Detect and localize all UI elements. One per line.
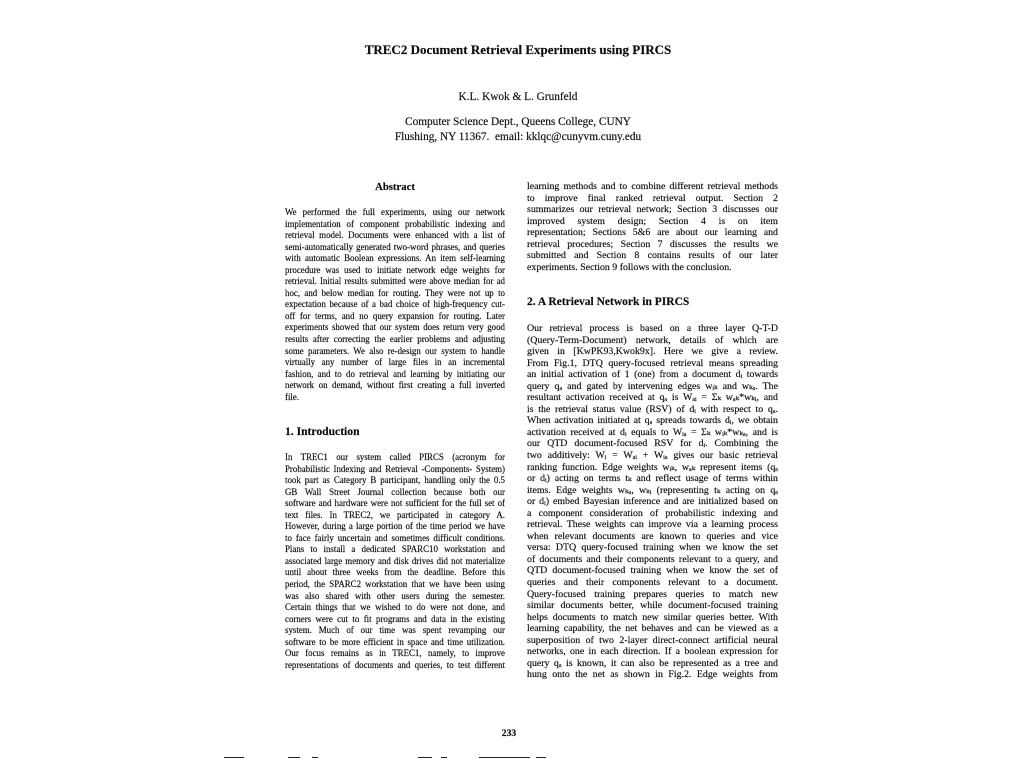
text-line: associated large memory and disk drives did not materialize	[285, 555, 505, 566]
affiliation-line: Computer Science Dept., Queens College, CUNY	[405, 116, 631, 128]
text-line: a component consideration of probabilistic indexing and	[527, 507, 778, 519]
text-line: two additively: Wᵢ = Wₐᵢ + Wᵢₐ gives our basic retrieval	[527, 450, 778, 462]
text-line: ranking function. Edge weights wᵢₖ, wₐₖ represent items (qₐ	[527, 461, 778, 473]
scan-artifact-line	[418, 757, 432, 758]
text-line: similar documents better, while document-focused training	[527, 600, 778, 612]
abstract-heading: Abstract	[375, 181, 415, 193]
text-line: Plans to install a dedicated SPARC10 workstation and	[285, 544, 505, 555]
text-line: corners were cut to fit programs and data in the existing	[285, 613, 505, 624]
text-line: results after correcting the earlier problems and adjusting	[285, 334, 505, 345]
text-line: helps documents to match new similar queries better. With	[527, 611, 778, 623]
author-list: K.L. Kwok & L. Grunfeld	[458, 91, 578, 103]
text-line: Our retrieval process is based on a three layer Q-T-D	[527, 323, 778, 334]
text-line: or dᵢ) embed Bayesian inference and are initialized based on	[527, 496, 778, 508]
text-line: off for terms, and no query expansion for routing. Later	[285, 310, 505, 321]
text-line: Certain things that we wished to do were not done, and	[285, 602, 505, 613]
text-line: versa: DTQ query-focused training when we know the set	[527, 542, 778, 554]
text-line: hung onto the net as shown in Fig.2. Edge weights from	[527, 669, 778, 681]
text-line: is the retrieval status value (RSV) of dᵢ with respect to qₐ.	[527, 403, 778, 415]
text-line: some parameters. We also re-design our system to handle	[285, 345, 505, 356]
text-line: When activation initiated at qₐ spreads towards dᵢ, we obtain	[527, 415, 778, 427]
text-line: GB Wall Street Journal collection because both our	[285, 486, 505, 497]
text-line: items. Edge weights wₖₐ, wₖᵢ (representing tₖ acting on qₐ	[527, 484, 778, 496]
text-line: retrieval model. Documents were enhanced with a list of	[285, 230, 505, 241]
text-line: experiments. Section 9 follows with the conclusion.	[527, 261, 732, 273]
introduction-text-continued	[527, 181, 778, 273]
text-line: our QTD document-focused RSV for dᵢ. Combining the	[527, 438, 778, 450]
text-line: In TREC1 our system called PIRCS (acronym for	[285, 452, 505, 462]
scan-artifact-line	[441, 757, 447, 758]
text-line: to improve final ranked retrieval output. Section 2	[527, 192, 778, 204]
text-line: implementation of component probabilistic indexing and	[285, 218, 505, 229]
text-line: We performed the full experiments, using our network	[285, 207, 505, 217]
text-line: file.	[285, 391, 300, 402]
text-line: to face fairly uncertain and sometimes difficult conditions.	[285, 532, 505, 543]
text-line: query qₐ and gated by intervening edges wᵢₖ and wₖₐ. The	[527, 380, 778, 392]
text-line: with automatic Boolean expressions. An item self-learning	[285, 253, 505, 264]
text-line: From Fig.1, DTQ query-focused retrieval means spreading	[527, 357, 778, 369]
text-line: fashion, and to do retrieval and learning by initiating our	[285, 368, 505, 379]
text-line: query qₐ is known, it can also be represented as a tree and	[527, 657, 778, 669]
text-line: virtually any number of large files in an incremental	[285, 357, 505, 368]
text-line: or dᵢ) acting on terms tₖ and reflect usage of terms within	[527, 473, 778, 485]
text-line: representation; Sections 5&6 are about our learning and	[527, 227, 778, 239]
page-number: 233	[501, 728, 517, 739]
scan-artifact-line	[479, 757, 530, 758]
text-line: queries and their components relevant to a document.	[527, 577, 778, 589]
text-line: period, the SPARC2 workstation that we have been using	[285, 579, 505, 590]
text-line: learning methods and to combine different retrieval methods	[527, 181, 778, 192]
text-line: learning capability, the net behaves and can be viewed as a	[527, 623, 778, 635]
text-line: Probabilistic Indexing and Retrieval -Components- System)	[285, 463, 505, 474]
text-line: software and hardware were not sufficient for the full set of	[285, 498, 505, 509]
text-line: of documents and their components relevant to a query, and	[527, 553, 778, 565]
text-line: hoc, and below median for routing. They were not up to	[285, 287, 505, 298]
text-line: Query-focused training prepares queries to match new	[527, 588, 778, 600]
text-line: when relevant documents are known to queries and vice	[527, 530, 778, 542]
text-line: was also shared with other users during the semester.	[285, 590, 505, 601]
text-line: an initial activation of 1 (one) from a document dᵢ towards	[527, 369, 778, 381]
text-line: summarizes our retrieval network; Section 3 discusses our	[527, 204, 778, 216]
text-line: experiments showed that our system does return very good	[285, 322, 505, 333]
text-line: text files. In TREC2, we participated in category A.	[285, 509, 505, 520]
text-line: system. Much of our time was spent revamping our	[285, 625, 505, 636]
scan-artifact-line	[536, 757, 546, 758]
text-line: software to be more efficient in space and time utilization.	[285, 636, 505, 647]
text-line: resultant activation received at qₐ is Wₐᵢ = Σₖ wₐₖ*wₖᵢ, and	[527, 392, 778, 404]
section-heading-introduction: 1. Introduction	[285, 425, 360, 438]
scan-artifact-line	[312, 757, 318, 758]
text-line: network on demand, without first creating a full inverted	[285, 380, 505, 391]
text-line: However, during a large portion of the time period we have	[285, 521, 505, 532]
text-line: superposition of two 2-layer direct-connect artificial neural	[527, 634, 778, 646]
text-line: networks, one in each direction. If a boolean expression for	[527, 646, 778, 658]
text-line: QTD document-focused training when we know the set of	[527, 565, 778, 577]
text-line: retrieval. Initial results submitted were above median for ad	[285, 276, 505, 287]
text-line: took part as Category B participant, handling only the 0.5	[285, 475, 505, 486]
scan-artifact-line	[288, 757, 300, 758]
text-line: retrieval procedures; Section 7 discusses the results we	[527, 238, 778, 250]
text-line: submitted and Section 8 contains results of our later	[527, 250, 778, 262]
text-line: expectation because of a bad choice of high-frequency cut-	[285, 299, 505, 310]
text-line: semi-automatically generated two-word phrases, and queries	[285, 241, 505, 252]
section-2-text	[527, 323, 778, 681]
text-line: activation received at dᵢ equals to Wᵢₐ = Σₖ wᵢₖ*wₖₐ, and is	[527, 426, 778, 438]
text-line: representations of documents and queries, to test different	[285, 659, 505, 670]
introduction-text	[285, 452, 505, 671]
text-line: (Query-Term-Document) network, details of which are	[527, 334, 778, 346]
text-line: improved system design; Section 4 is on item	[527, 215, 778, 227]
paper-title: TREC2 Document Retrieval Experiments using PIRCS	[364, 42, 672, 57]
text-line: given in [KwPK93,Kwok9x]. Here we give a review.	[527, 346, 778, 358]
affiliation-line: Flushing, NY 11367. email: kklqc@cunyvm.cuny.edu	[394, 131, 642, 143]
text-line: procedure was used to initiate network edge weights for	[285, 264, 505, 275]
text-line: retrieval. These weights can improve via a learning process	[527, 519, 778, 531]
text-line: until about three weeks from the deadline. Before this	[285, 567, 505, 578]
section-heading-retrieval-network: 2. A Retrieval Network in PIRCS	[527, 296, 690, 308]
abstract-text	[285, 207, 505, 403]
scan-artifact-line	[224, 757, 244, 758]
text-line: Our focus remains as in TREC1, namely, to improve	[285, 648, 505, 659]
